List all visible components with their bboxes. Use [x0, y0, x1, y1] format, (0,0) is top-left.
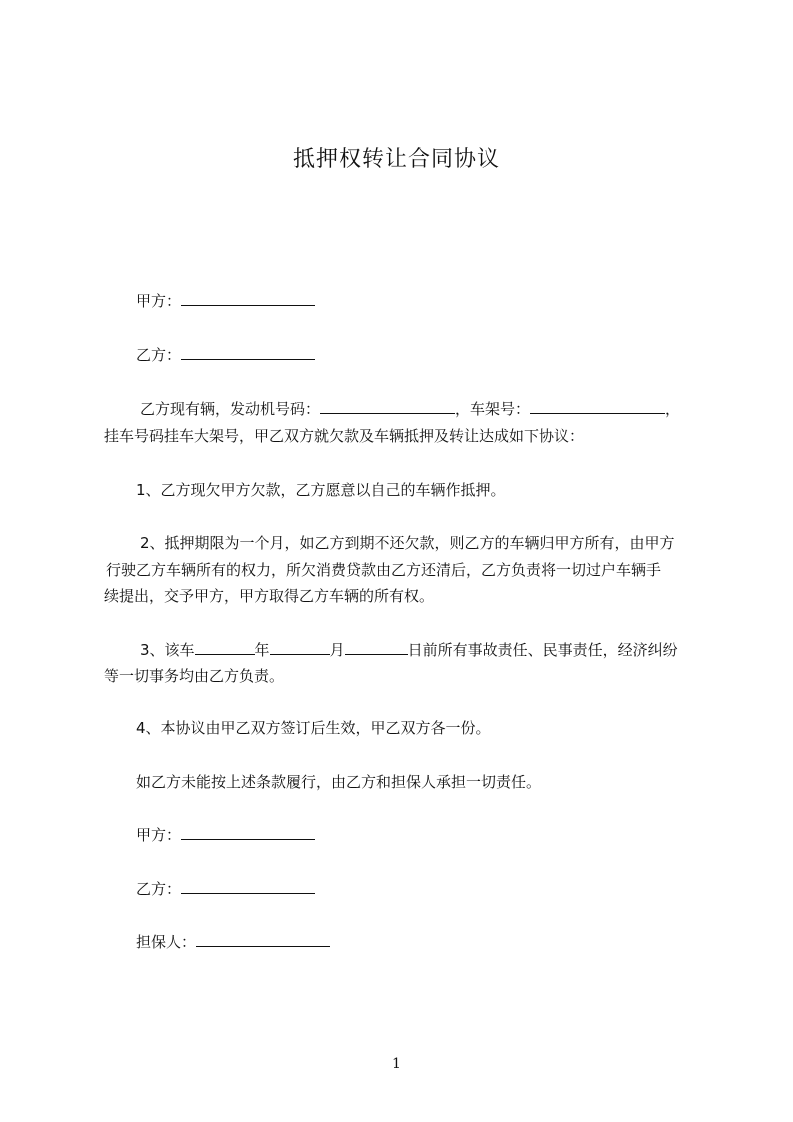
- sign-party-b-label: 乙方：: [136, 880, 182, 898]
- party-a-label: 甲方：: [136, 292, 182, 310]
- liability-statement: 如乙方未能按上述条款履行，由乙方和担保人承担一切责任。: [136, 773, 542, 791]
- sign-party-a-label: 甲方：: [136, 826, 182, 844]
- day-blank: [345, 640, 408, 655]
- intro-line-1: [140, 399, 680, 419]
- clause-3-line-2: 等一切事务均由乙方负责。: [104, 667, 285, 685]
- guarantor-label: 担保人：: [136, 933, 197, 951]
- clause-3-rest: 日前所有事故责任、民事责任，经济纠纷: [407, 641, 678, 659]
- intro-text-1: 乙方现有辆，发动机号码：: [140, 400, 321, 418]
- month-label: 月: [329, 641, 345, 659]
- clause-2-line-2: 行驶乙方车辆所有的权力，所欠消费贷款由乙方还清后，乙方负责将一切过户车辆手: [106, 561, 662, 579]
- sign-party-b-line: [136, 879, 315, 899]
- sign-party-a-blank: [181, 825, 315, 840]
- clause-3-text: 3、该车: [140, 641, 195, 659]
- guarantor-blank: [196, 932, 330, 947]
- month-blank: [270, 640, 330, 655]
- party-b-blank: [181, 345, 315, 360]
- party-a-line: [136, 291, 315, 311]
- sign-party-a-line: [136, 825, 315, 845]
- document-title: 抵押权转让合同协议: [292, 147, 500, 172]
- page-number: 1: [392, 1056, 401, 1072]
- intro-line-2: 挂车号码挂车大架号，甲乙双方就欠款及车辆抵押及转让达成如下协议：: [104, 427, 585, 445]
- party-b-line: [136, 345, 315, 365]
- party-b-label: 乙方：: [136, 346, 182, 364]
- clause-2-line-3: 续提出，交予甲方，甲方取得乙方车辆的所有权。: [104, 587, 435, 605]
- year-label: 年: [254, 641, 270, 659]
- year-blank: [195, 640, 255, 655]
- guarantor-line: [136, 932, 330, 952]
- intro-text-2: ，车架号：: [455, 400, 531, 418]
- clause-2-line-1: 2、抵押期限为一个月，如乙方到期不还欠款，则乙方的车辆归甲方所有，由甲方: [140, 534, 675, 552]
- party-a-blank: [181, 291, 315, 306]
- clause-1: 1、乙方现欠甲方欠款，乙方愿意以自己的车辆作抵押。: [136, 481, 506, 499]
- engine-number-blank: [320, 399, 455, 414]
- sign-party-b-blank: [181, 879, 315, 894]
- intro-text-3: ，: [665, 400, 681, 418]
- clause-4: 4、本协议由甲乙双方签订后生效，甲乙双方各一份。: [136, 719, 491, 737]
- clause-3-line-1: [140, 640, 678, 660]
- frame-number-blank: [530, 399, 665, 414]
